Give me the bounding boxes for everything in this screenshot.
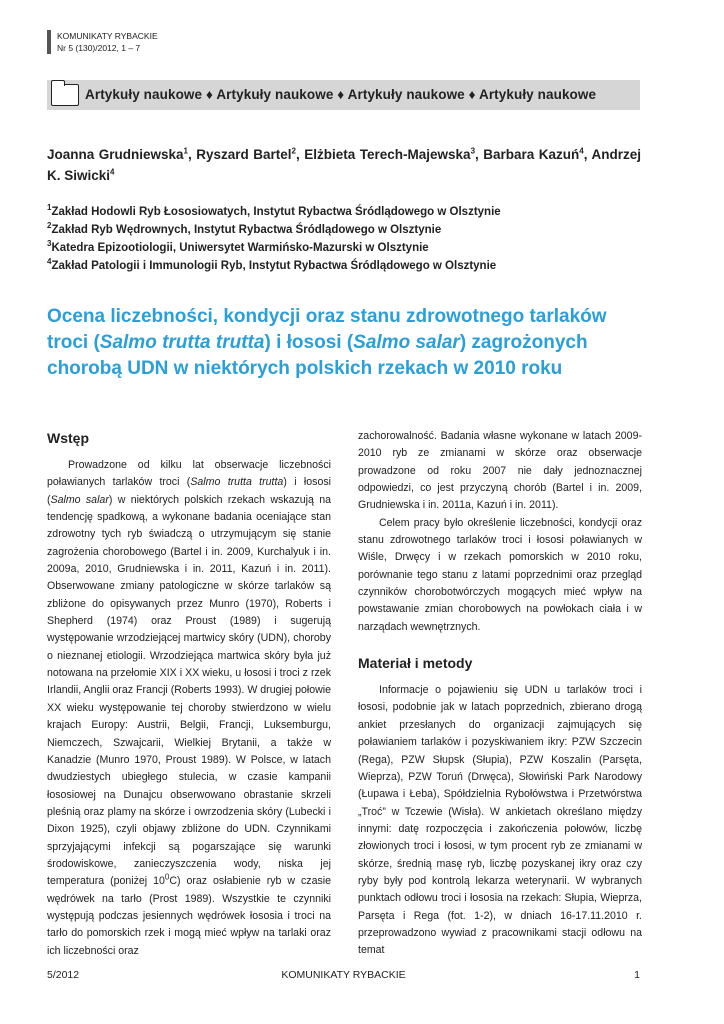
affiliation-text: Zakład Patologii i Immunologii Ryb, Instytut Rybactwa Śródlądowego w Olsztynie: [51, 260, 497, 272]
affiliation-text: Katedra Epizootiologii, Uniwersytet Warmińsko-Mazurski w Olsztynie: [51, 242, 429, 254]
book-icon: [51, 84, 79, 106]
intro-paragraph-3: Celem pracy było określenie liczebności, kondycji oraz stanu zdrowotnego tarlaków troci i łososi poławianych w Wiśle, Drwęcy i w rzekach pomorskich w 2010 roku, porównanie tego stanu z latami poprzednimi oraz przegląd czynników chorobotwórczych mogących mieć wpływ na powstawanie zmian chorobowych na powłokach ciała i w narządach wewnętrznych.: [358, 516, 642, 633]
degree-superscript: 0: [164, 872, 170, 882]
text-run: C) oraz osłabienie ryb w czasie wędrówek na tarło (Prost 1989). Wszystkie te czynniki występują podczas jesiennych wędrówek łososia i troci na tarło do pomorskich rzek i mogą mieć wpływ na tarlaki oraz ich liczebności oraz: [47, 875, 331, 957]
page-footer: [47, 969, 640, 985]
affiliation-text: Zakład Ryb Wędrownych, Instytut Rybactwa Śródlądowego w Olsztynie: [51, 224, 442, 236]
journal-issue: Nr 5 (130)/2012, 1 – 7: [57, 43, 141, 53]
methods-paragraph-1: Informacje o pojawieniu się UDN u tarlaków troci i łososi, podobnie jak w latach poprzednich, zbierano drogą ankiet przesłanych do organizacji zajmujących się poławianiem tarlaków i pozyskiwaniem ikry: PZW Szczecin (Rega), PZW Słupsk (Słupia), PZW Koszalin (Parsęta, Wieprza), PZW Toruń (Drwęca), Słowiński Park Narodowy (Łupawa i Łeba), Spółdzielnia Rybołówstwa i Przetwórstwa „Troć” w Tczewie (Wisła). W ankietach określano między innymi: datę rozpoczęcia i zakończenia połowów, liczbę złowionych troci i łososi, w tym procent ryb ze zmianami w skórze, średnią masę ryb, liczbę pozyskanej ikry oraz czy ryby były pod kontrolą lekarza weterynarii. W wybranych punktach odłowu troci i łososia na rzekach: Słupia, Wieprza, Parsęta i Rega (fot. 1-2), w dniach 16-17.11.2010 r. przeprowadzono wywiad z pracownikami stacji odłowu na temat: [358, 684, 642, 957]
author-affil-ref: 1: [183, 146, 188, 156]
section-banner: [47, 80, 640, 110]
affiliation-number: 2: [47, 221, 52, 231]
author-name: Joanna Grudniewska: [47, 147, 184, 162]
intro-paragraph-2: zachorowalność. Badania własne wykonane w latach 2009-2010 ryb ze zmianami w skórze oraz obserwacje prowadzone od roku 2007 nie dały jednoznacznej odpowiedzi, co jest przyczyną chorób (Bartel i in. 2009, Grudniewska i in. 2011a, Kazuń i in. 2011).: [358, 430, 642, 512]
author-name: , Barbara Kazuń: [475, 147, 580, 162]
affiliation-text: Zakład Hodowli Ryb Łososiowatych, Instytut Rybactwa Śródlądowego w Olsztynie: [51, 206, 501, 218]
paper-title: [47, 304, 647, 382]
title-part: ) zagrożonych chorobą UDN w niektórych polskich rzekach w 2010 roku: [47, 332, 588, 379]
title-part: Ocena liczebności, kondycji oraz stanu zdrowotnego tarlaków troci (: [47, 306, 607, 353]
author-name: , Ryszard Bartel: [188, 147, 292, 162]
text-run: Prowadzone od kilku lat obserwacje liczebności poławianych tarlaków troci (: [47, 459, 331, 489]
text-run: ) i łososi (: [47, 476, 331, 506]
methods-heading: Materiał i metody: [358, 655, 473, 672]
title-species: Salmo trutta trutta: [99, 332, 265, 353]
species-name: Salmo trutta trutta: [190, 476, 284, 489]
journal-name: KOMUNIKATY RYBACKIE: [57, 31, 158, 41]
text-run: ) w niektórych polskich rzekach wskazują na tendencję spadkową, a wykonane badania oceniające stan zdrowotny tych ryb świadczą o utrzymującym się stanie zagrożenia chorobowego (Bartel i in. 2009, Kurchalyuk i in. 2009a, 2010, Grudniewska i in. 2011, Kazuń i in. 2011). Obserwowane zmiany patologiczne w skórze tarlaków są zbliżone do opisywanych przez Munro (1970), Roberts i Shepherd (1974) oraz Proust (1989) i sugerują występowanie wrzodziejącej martwicy skóry (UDN), choroby o nieznanej etiologii. Wrzodziejąca martwica skóry była już notowana na przełomie XIX i XX wieku, u łososi i troci z rzek Irlandii, Anglii oraz Francji (Roberts 1993). W drugiej połowie XX wieku występowanie tej choroby stwierdzono w wielu krajach Europy: Austrii, Belgii, Francji, Luksemburgu, Niemczech, Szwajcarii, Wielkiej Brytanii, a także w Kanadzie (Munro 1970, Proust 1989). W Polsce, w latach dwudziestych ubiegłego stulecia, w czasie kampanii łososiowej na Dunajcu obserwowano obrastanie skrzeli pleśnią oraz plamy na skórze i owrzodzenia skóry (Lubecki i Dixon 1925), czyli objawy zbliżone do UDN. Czynnikami sprzyjającymi infekcji są pogarszające się warunki środowiskowe, zanieczyszczenia wody, niska jej temperatura (poniżej 10: [47, 493, 332, 888]
affiliation: [47, 257, 647, 275]
affiliation-number: 4: [47, 257, 52, 267]
author-name: , Elżbieta Terech-Majewska: [296, 147, 471, 162]
affiliation-list: [47, 203, 647, 275]
intro-heading: Wstęp: [47, 430, 89, 446]
affiliation: [47, 221, 647, 239]
affiliation-number: 1: [47, 203, 52, 213]
author-affil-ref: 4: [579, 146, 584, 156]
intro-paragraph-1: [47, 457, 331, 960]
author-name: , Andrzej K. Siwicki: [47, 147, 642, 183]
affiliation-number: 3: [47, 239, 52, 249]
title-species: Salmo salar: [353, 332, 460, 353]
left-column: [47, 428, 331, 960]
journal-header: [47, 30, 158, 54]
right-column: [358, 428, 642, 960]
author-affil-ref: 4: [110, 167, 115, 177]
author-list: [47, 144, 641, 186]
title-part: ) i łososi (: [264, 332, 354, 353]
author-affil-ref: 2: [291, 146, 296, 156]
affiliation: [47, 203, 647, 221]
page-number: 1: [634, 969, 640, 981]
author-affil-ref: 3: [470, 146, 476, 156]
species-name: Salmo salar: [50, 493, 109, 506]
section-label: Artykuły naukowe ♦ Artykuły naukowe ♦ Artykuły naukowe ♦ Artykuły naukowe: [85, 87, 597, 102]
footer-journal: KOMUNIKATY RYBACKIE: [281, 969, 406, 981]
footer-issue: 5/2012: [47, 969, 80, 981]
affiliation: [47, 239, 647, 257]
